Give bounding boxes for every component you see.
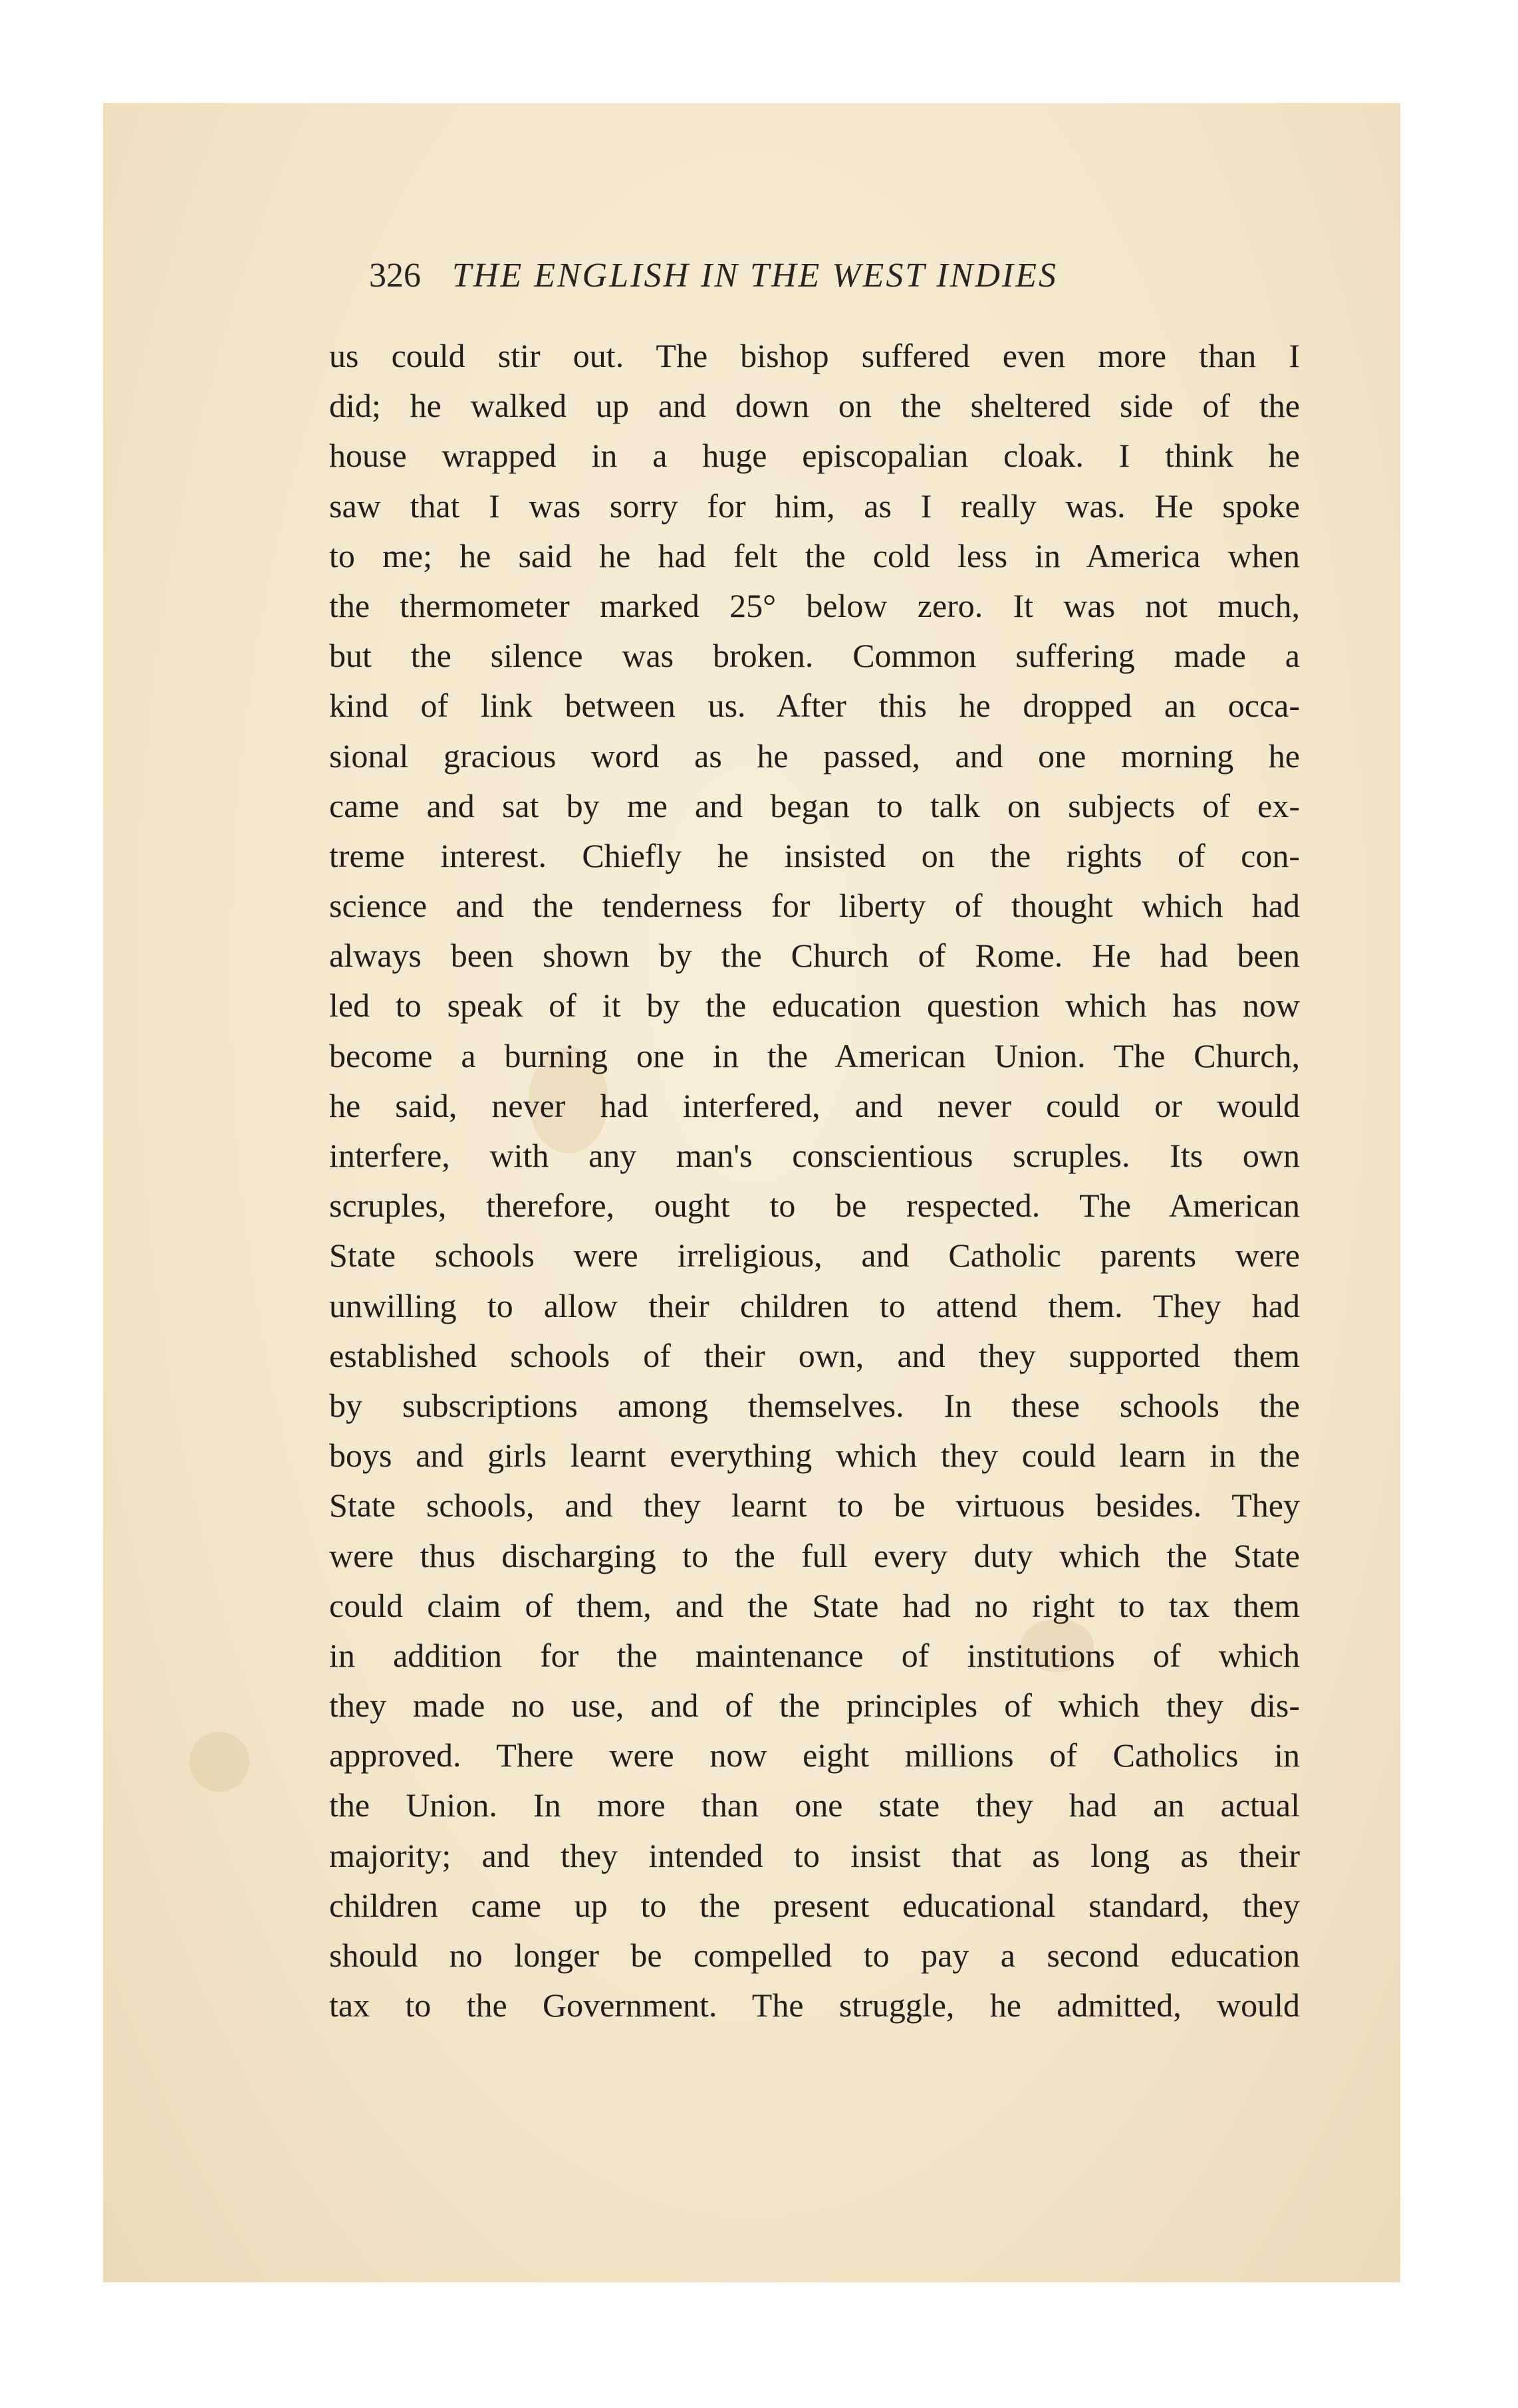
text-line: kind of link between us. After this he dropped an occa-: [329, 687, 1300, 725]
text-line: led to speak of it by the education question which has now: [329, 987, 1300, 1024]
text-line: tax to the Government. The struggle, he admitted, would: [329, 1987, 1300, 2024]
text-line: scruples, therefore, ought to be respected. The American: [329, 1187, 1300, 1225]
text-line: always been shown by the Church of Rome. He had been: [329, 937, 1300, 975]
paper-stain: [190, 1732, 249, 1792]
text-line: boys and girls learnt everything which they could learn in the: [329, 1437, 1300, 1475]
text-line: house wrapped in a huge episcopalian cloak. I think he: [329, 437, 1300, 475]
text-line: treme interest. Chiefly he insisted on the rights of con-: [329, 836, 1300, 874]
text-line: State schools, and they learnt to be virtuous besides. They: [329, 1487, 1300, 1524]
running-title: THE ENGLISH IN THE WEST INDIES: [452, 257, 1058, 295]
text-line: were thus discharging to the full every duty which the State: [329, 1536, 1300, 1574]
body-text: [329, 331, 1300, 2030]
text-line: State schools were irreligious, and Catholic parents were: [329, 1237, 1300, 1274]
text-line: to me; he said he had felt the cold less in America when: [329, 537, 1300, 574]
text-line: he said, never had interfered, and never could or would: [329, 1086, 1300, 1124]
text-line: the Union. In more than one state they had an actual: [329, 1786, 1300, 1824]
text-line: did; he walked up and down on the sheltered side of the: [329, 387, 1300, 425]
text-line: could claim of them, and the State had no right to tax them: [329, 1586, 1300, 1624]
text-line: but the silence was broken. Common suffering made a: [329, 637, 1300, 675]
page-number: 326: [369, 257, 421, 295]
text-line: interfere, with any man's conscientious scruples. Its own: [329, 1137, 1300, 1174]
text-line: established schools of their own, and they supported them: [329, 1336, 1300, 1374]
text-line: science and the tenderness for liberty of thought which had: [329, 887, 1300, 925]
text-line: by subscriptions among themselves. In these schools the: [329, 1386, 1300, 1424]
text-line: children came up to the present educational standard, they: [329, 1886, 1300, 1924]
text-line: the thermometer marked 25° below zero. It was not much,: [329, 586, 1300, 624]
text-line: become a burning one in the American Union. The Church,: [329, 1036, 1300, 1074]
text-line: saw that I was sorry for him, as I really was. He spoke: [329, 487, 1300, 525]
running-head: [369, 256, 1300, 309]
text-line: they made no use, and of the principles of which they dis-: [329, 1687, 1300, 1725]
text-line: us could stir out. The bishop suffered even more than I: [329, 337, 1300, 374]
text-line: came and sat by me and began to talk on subjects of ex-: [329, 786, 1300, 824]
text-line: unwilling to allow their children to attend them. They had: [329, 1286, 1300, 1324]
text-line: should no longer be compelled to pay a second education: [329, 1937, 1300, 1974]
text-line: sional gracious word as he passed, and one morning he: [329, 737, 1300, 775]
text-line: approved. There were now eight millions of Catholics in: [329, 1737, 1300, 1774]
text-line: in addition for the maintenance of institutions of which: [329, 1636, 1300, 1674]
text-line: majority; and they intended to insist that as long as their: [329, 1836, 1300, 1874]
